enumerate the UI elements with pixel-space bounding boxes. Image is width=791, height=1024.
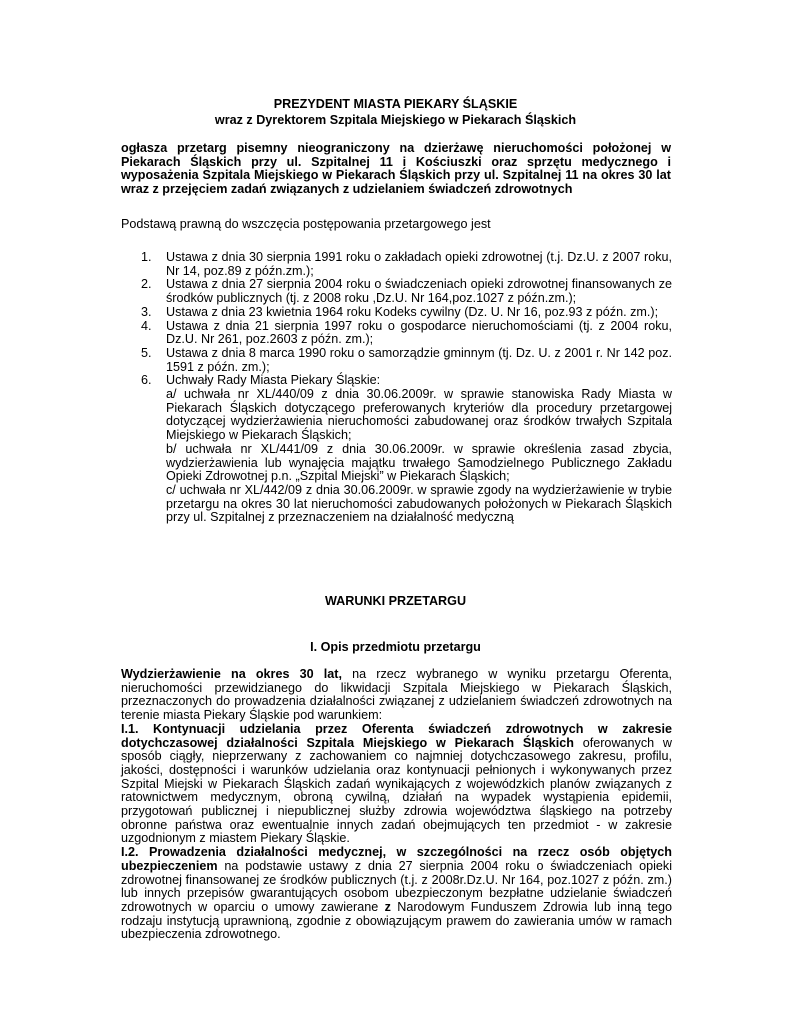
list-item-text: Ustawa z dnia 30 sierpnia 1991 roku o zakładach opieki zdrowotnej (t.j. Dz.U. z 2007 roku, Nr 14, poz.89 z późn.zm.); — [166, 250, 672, 278]
lease-paragraph-text: na rzecz wybranego w wyniku przetargu Oferenta, nieruchomości przewidzianego do likwidacji Szpitala Miejskiego w Piekarach Śląskich, przeznaczonych do prowadzenia działalności związanej z udzielaniem świadczeń zdrowotnych na terenie miasta Piekary Śląskie pod warunkiem: — [121, 667, 672, 723]
list-item — [141, 306, 672, 320]
list-item-number: 5. — [141, 345, 152, 360]
condition-i2-paragraph — [121, 846, 672, 942]
condition-i2-lead: I.2. Prowadzenia działalności medycznej, w szczególności na rzecz osób objętych ubezpieczeniem — [121, 845, 672, 873]
condition-i2-text-end: Narodowym Funduszem Zdrowia lub inną tego rodzaju instytucją uprawnioną, zgodnie z obowiązującym prawem do zawierania umów w ramach ubezpieczenia zdrowotnego. — [121, 899, 672, 942]
list-item-number: 1. — [141, 250, 152, 264]
list-item — [141, 374, 672, 525]
condition-i1-lead: I.1. Kontynuacji udzielania przez Oferenta świadczeń zdrowotnych w zakresie dotychczasowej działalności Szpitala Miejskiego w Piekarach Śląskich — [121, 721, 672, 750]
section-1-heading: I. Opis przedmiotu przetargu — [310, 640, 481, 654]
condition-i2-text: na podstawie ustawy z dnia 27 sierpnia 2004 roku o świadczeniach opieki zdrowotnej finansowanej ze środków publicznych (t.j. z 2008r.Dz.U. Nr 164, poz.1027 z późn. zm.) lub innych przepisów gwarantujących osobom ubezpieczonym bezpłatne udzielanie świadczeń zdrowotnych w oparciu o umowy zawierane — [121, 858, 672, 914]
list-item-text: Ustawa z dnia 27 sierpnia 2004 roku o świadczeniach opieki zdrowotnej finansowanych ze środków publicznych (tj. z 2008 roku ,Dz.U. Nr 164,poz.1027 z późn.zm.); — [166, 277, 672, 306]
list-item-text: Uchwały Rady Miasta Piekary Śląskie: — [166, 373, 381, 388]
document-subtitle: wraz z Dyrektorem Szpitala Miejskiego w Piekarach Śląskich — [214, 113, 577, 127]
list-item — [141, 347, 672, 374]
list-item-text: Ustawa z dnia 21 sierpnia 1997 roku o gospodarce nieruchomościami (tj. z 2004 roku, Dz.U. Nr 261, poz.2603 z późn. zm.); — [166, 318, 672, 347]
announcement-intro: ogłasza przetarg pisemny nieograniczony na dzierżawę nieruchomości położonej w Piekarach Śląskich przy ul. Szpitalnej 11 i Kościuszki oraz sprzętu medycznego i wyposażenia Szpitala Miejskiego w Piekarach Śląskich przy ul. Szpitalnej 11 na okres 30 lat wraz z przejęciem zadań związanych z udzielaniem świadczeń zdrowotnych — [121, 141, 671, 197]
list-item-number: 6. — [141, 373, 152, 388]
list-item — [141, 251, 672, 278]
resolution-b: b/ uchwała nr XL/441/09 z dnia 30.06.2009r. w sprawie określenia zasad zbycia, wydzierżawienia lub wynajęcia majątku trwałego Samodzielnego Publicznego Zakładu Opieki Zdrowotnej p.n. „Szpital Miejski” w Piekarach Śląskich; — [166, 441, 672, 484]
list-item-text: Ustawa z dnia 23 kwietnia 1964 roku Kodeks cywilny (Dz. U. Nr 16, poz.93 z późn. zm.); — [166, 304, 659, 319]
list-item — [141, 320, 672, 347]
legal-basis-lead: Podstawą prawną do wszczęcia postępowania przetargowego jest — [121, 217, 491, 231]
condition-i1-text: oferowanych w sposób ciągły, nieprzerwany z zachowaniem co najmniej dotychczasowego zakresu, profilu, jakości, dostępności i warunków udzielania oraz kontynuacji pełnionych i wykonywanych przez Szpital Miejski w Piekarach Śląskich zadań wynikających z wojewódzkich planów związanych z ratownictwem medycznym, obroną cywilną, działań na wypadek wystąpienia epidemii, przygotowań publicznej i niepublicznej służby zdrowia województwa śląskiego na potrzeby obronne państwa oraz ewentualnie innych zadań obejmujących ten przedmiot - w zakresie uzgodnionym z miastem Piekary Śląskie. — [121, 735, 673, 846]
list-item-text: Ustawa z dnia 8 marca 1990 roku o samorządzie gminnym (tj. Dz. U. z 2001 r. Nr 142 poz. 1591 z późn. zm.); — [166, 345, 672, 374]
conditions-heading: WARUNKI PRZETARGU — [324, 594, 467, 608]
list-item — [141, 278, 672, 305]
legal-basis-list — [141, 251, 672, 525]
lease-paragraph-lead: Wydzierżawienie na okres 30 lat, — [121, 667, 342, 681]
condition-i2-emphasis: z — [384, 899, 391, 914]
list-item-number: 3. — [141, 304, 152, 319]
document-title: PREZYDENT MIASTA PIEKARY ŚLĄSKIE — [273, 97, 518, 111]
condition-i1-paragraph — [121, 723, 672, 846]
list-item-number: 4. — [141, 318, 152, 333]
resolution-c: c/ uchwała nr XL/442/09 z dnia 30.06.2009r. w sprawie zgody na wydzierżawienie w trybie przetargu na okres 30 lat nieruchomości zabudowanych położonych w Piekarach Śląskich przy ul. Szpitalnej z przeznaczeniem na działalność medyczną — [166, 482, 672, 525]
lease-paragraph — [121, 668, 672, 723]
list-item-number: 2. — [141, 277, 152, 292]
section-1-body — [121, 668, 672, 942]
resolution-a: a/ uchwała nr XL/440/09 z dnia 30.06.2009r. w sprawie stanowiska Rady Miasta w Piekarach Śląskich dotyczącego preferowanych kryteriów dla procedury przetargowej dotyczącej wydzierżawienia nieruchomości zabudowanej oraz środków trwałych Szpitala Miejskiego w Piekarach Śląskich; — [166, 387, 672, 443]
